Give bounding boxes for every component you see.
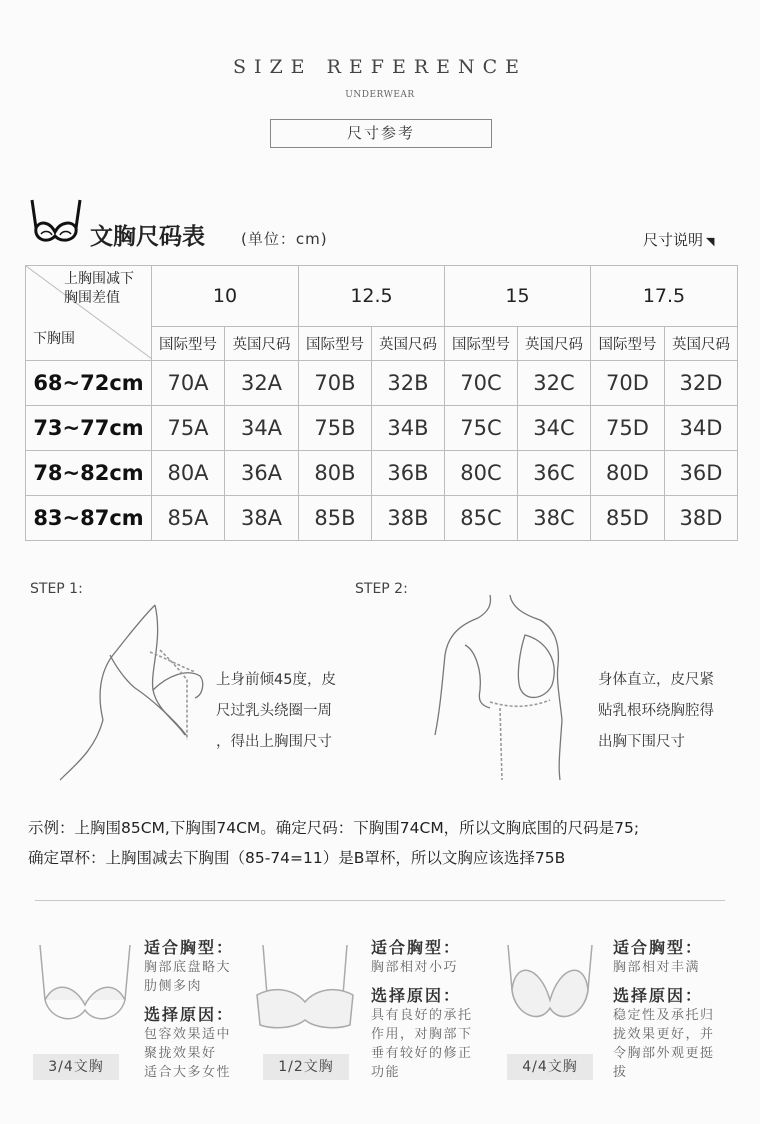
row-label: 78~82cm [26, 451, 152, 496]
page-subtitle: UNDERWEAR [345, 90, 415, 100]
row-label: 68~72cm [26, 361, 152, 406]
size-note-label: 尺寸说明 [643, 231, 704, 249]
table-cell: 32B [372, 361, 445, 406]
table-cell: 75C [445, 406, 518, 451]
diff-header: 15 [445, 266, 591, 327]
table-cell: 80D [591, 451, 665, 496]
table-cell: 34C [518, 406, 591, 451]
reason-line: 拢效果更好，并 [613, 1027, 715, 1042]
uk-size-header: 英国尺码 [225, 327, 299, 361]
table-cell: 34B [372, 406, 445, 451]
table-cell: 75B [299, 406, 372, 451]
table-row [26, 451, 738, 496]
bra-icon [28, 198, 84, 248]
step1-caption [216, 665, 336, 758]
table-cell: 75A [152, 406, 225, 451]
table-cell: 34D [665, 406, 738, 451]
reason-line: 作用，对胸部下 [371, 1027, 473, 1042]
table-cell: 38B [372, 496, 445, 541]
fit-title: 适合胸型： [371, 938, 462, 957]
table-cell: 36B [372, 451, 445, 496]
intl-size-header: 国际型号 [591, 327, 665, 361]
reason-line: 拔 [613, 1065, 628, 1080]
example-line: 示例：上胸围85CM,下胸围74CM。确定尺码：下胸围74CM，所以文胸底围的尺码是75; [28, 819, 640, 837]
table-cell: 38A [225, 496, 299, 541]
caption-line: 上身前倾45度，皮 [216, 672, 336, 688]
caption-line: 尺过乳头绕圈一周 [216, 703, 332, 719]
fit-line: 胸部底盘略大 [144, 960, 232, 975]
reason-line: 聚拢效果好 [144, 1046, 217, 1061]
corner-top-label [64, 270, 134, 308]
table-cell: 34A [225, 406, 299, 451]
row-label: 73~77cm [26, 406, 152, 451]
fit-line: 胸部相对丰满 [613, 960, 701, 975]
caption-line: 出胸下围尺寸 [598, 734, 685, 750]
table-cell: 75D [591, 406, 665, 451]
reason-line: 功能 [371, 1065, 401, 1080]
reason-line: 令胸部外观更挺 [613, 1046, 715, 1061]
table-cell: 70A [152, 361, 225, 406]
reason-title: 选择原因： [371, 986, 462, 1005]
caption-line: ，得出上胸围尺寸 [216, 734, 332, 750]
divider [35, 900, 725, 901]
row-label: 83~87cm [26, 496, 152, 541]
table-cell: 32A [225, 361, 299, 406]
step2-illustration [420, 590, 590, 785]
caption-line: 贴乳根环绕胸腔得 [598, 703, 714, 719]
bra-type-label: 1/2文胸 [263, 1054, 349, 1080]
table-corner-cell [26, 266, 152, 361]
fit-line: 肋侧多肉 [144, 979, 203, 994]
corner-bottom-label: 下胸围 [33, 331, 75, 347]
bra-3-4-icon [35, 940, 135, 1040]
intl-size-header: 国际型号 [445, 327, 518, 361]
uk-size-header: 英国尺码 [372, 327, 445, 361]
table-cell: 80B [299, 451, 372, 496]
table-cell: 80C [445, 451, 518, 496]
table-cell: 85C [445, 496, 518, 541]
table-cell: 32C [518, 361, 591, 406]
step2-caption [598, 665, 714, 758]
fit-title: 适合胸型： [144, 938, 235, 957]
step2-label: STEP 2: [355, 581, 408, 597]
section-title: 文胸尺码表 [90, 224, 205, 250]
uk-size-header: 英国尺码 [665, 327, 738, 361]
reason-line: 包容效果适中 [144, 1027, 232, 1042]
reason-line: 具有良好的承托 [371, 1008, 473, 1023]
size-table [25, 265, 738, 541]
diff-header: 12.5 [299, 266, 445, 327]
intl-size-header: 国际型号 [299, 327, 372, 361]
intl-size-header: 国际型号 [152, 327, 225, 361]
section-unit: (单位：cm) [241, 230, 328, 248]
table-cell: 70D [591, 361, 665, 406]
table-cell: 85B [299, 496, 372, 541]
table-cell: 85A [152, 496, 225, 541]
example-line: 确定罩杯：上胸围减去下胸围（85-74=11）是B罩杯，所以文胸应该选择75B [28, 849, 566, 867]
fit-title: 适合胸型： [613, 938, 704, 957]
size-note-link[interactable] [643, 229, 714, 250]
page-title: SIZE REFERENCE [232, 56, 528, 78]
corner-top-line2: 胸围差值 [64, 290, 120, 306]
bra-info-1-2 [371, 935, 473, 1082]
bra-1-2-icon [255, 940, 355, 1040]
table-cell: 70B [299, 361, 372, 406]
reason-line: 垂有较好的修正 [371, 1046, 473, 1061]
bra-info-4-4 [613, 935, 715, 1082]
reason-line: 适合大多女性 [144, 1065, 232, 1080]
uk-size-header: 英国尺码 [518, 327, 591, 361]
table-cell: 36A [225, 451, 299, 496]
bra-info-3-4 [144, 935, 234, 1082]
step1-illustration [55, 600, 215, 785]
example-text [28, 813, 639, 873]
reason-title: 选择原因： [144, 1005, 235, 1024]
table-cell: 36C [518, 451, 591, 496]
table-cell: 38C [518, 496, 591, 541]
table-cell: 38D [665, 496, 738, 541]
reason-title: 选择原因： [613, 986, 704, 1005]
diff-header: 10 [152, 266, 299, 327]
section-badge: 尺寸参考 [270, 119, 492, 148]
table-cell: 85D [591, 496, 665, 541]
table-cell: 70C [445, 361, 518, 406]
table-cell: 32D [665, 361, 738, 406]
fit-line: 胸部相对小巧 [371, 960, 459, 975]
step1-label: STEP 1: [30, 581, 83, 597]
bra-type-label: 4/4文胸 [507, 1054, 593, 1080]
bra-4-4-icon [500, 940, 600, 1040]
reason-line: 稳定性及承托归 [613, 1008, 715, 1023]
table-row [26, 406, 738, 451]
corner-top-line1: 上胸围减下 [64, 271, 134, 287]
table-row [26, 496, 738, 541]
bra-type-label: 3/4文胸 [33, 1054, 119, 1080]
caption-line: 身体直立，皮尺紧 [598, 672, 714, 688]
triangle-icon: ◥ [706, 235, 715, 248]
table-cell: 80A [152, 451, 225, 496]
table-row [26, 361, 738, 406]
table-cell: 36D [665, 451, 738, 496]
diff-header: 17.5 [591, 266, 738, 327]
